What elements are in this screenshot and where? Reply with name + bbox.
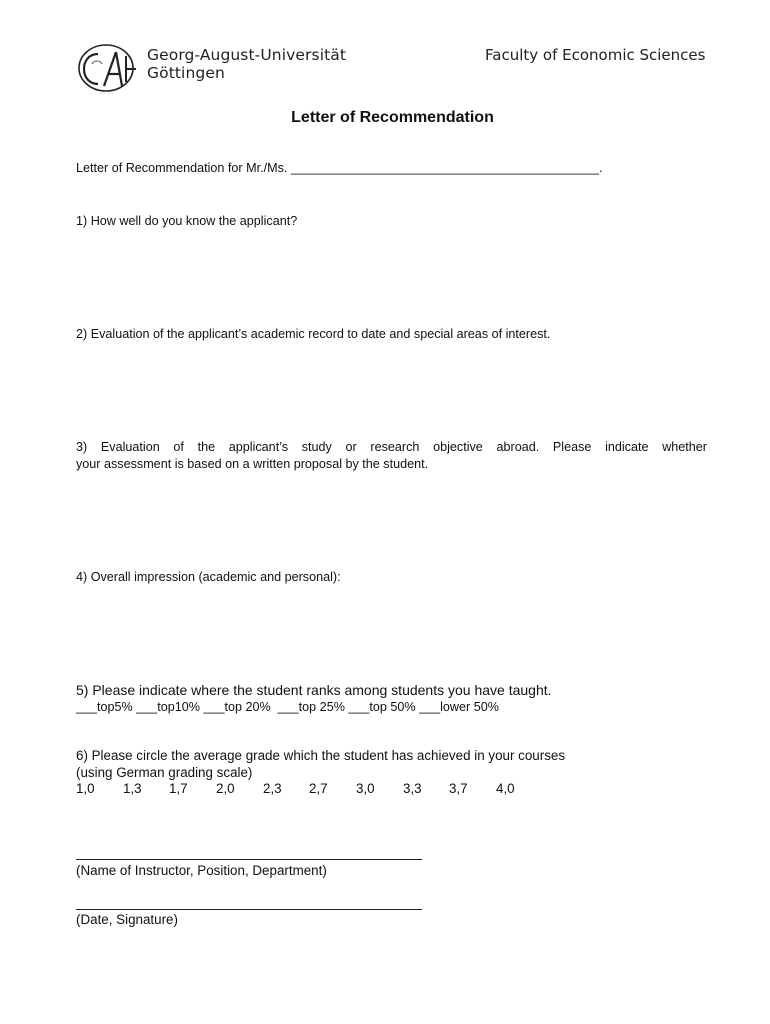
grade-option[interactable]: 2,7 [309, 781, 328, 796]
rank-options: ___top5% ___top10% ___top 20% ___top 25% ___top 50% ___lower 50% [76, 700, 499, 714]
question-3 [76, 439, 707, 473]
grade-option[interactable]: 2,3 [263, 781, 282, 796]
grade-option[interactable]: 1,0 [76, 781, 95, 796]
grading-scale-note: (using German grading scale) [76, 765, 253, 780]
university-name-line1: Georg-August-Universität [147, 46, 347, 64]
question-6: 6) Please circle the average grade which the student has achieved in your courses [76, 748, 566, 763]
question-3-line2: your assessment is based on a written proposal by the student. [76, 457, 429, 471]
university-name [147, 46, 346, 82]
grade-option[interactable]: 3,7 [449, 781, 468, 796]
question-1: 1) How well do you know the applicant? [76, 214, 298, 228]
grade-option[interactable]: 2,0 [216, 781, 235, 796]
university-name-line2: Göttingen [147, 64, 225, 82]
question-2: 2) Evaluation of the applicant’s academic record to date and special areas of interest. [76, 327, 551, 341]
question-3-line1: 3) Evaluation of the applicant’s study or research objective abroad. Please indicate whether [76, 440, 707, 454]
faculty-name: Faculty of Economic Sciences [485, 46, 706, 64]
date-signature-line [76, 909, 422, 910]
university-seal-logo [76, 42, 140, 96]
grade-option[interactable]: 1,7 [169, 781, 188, 796]
grade-option[interactable]: 4,0 [496, 781, 515, 796]
question-5: 5) Please indicate where the student ranks among students you have taught. [76, 682, 552, 698]
date-signature-label: (Date, Signature) [76, 912, 178, 927]
grade-option[interactable]: 1,3 [123, 781, 142, 796]
instructor-signature-line [76, 859, 422, 860]
svg-text:· · · · · ·: · · · · · · [99, 91, 113, 96]
grade-option[interactable]: 3,0 [356, 781, 375, 796]
recommendation-for-line: Letter of Recommendation for Mr./Ms. ____________________________________________. [76, 161, 603, 175]
question-4: 4) Overall impression (academic and personal): [76, 570, 341, 584]
instructor-label: (Name of Instructor, Position, Department) [76, 863, 327, 878]
grade-option[interactable]: 3,3 [403, 781, 422, 796]
document-title: Letter of Recommendation [291, 109, 494, 126]
